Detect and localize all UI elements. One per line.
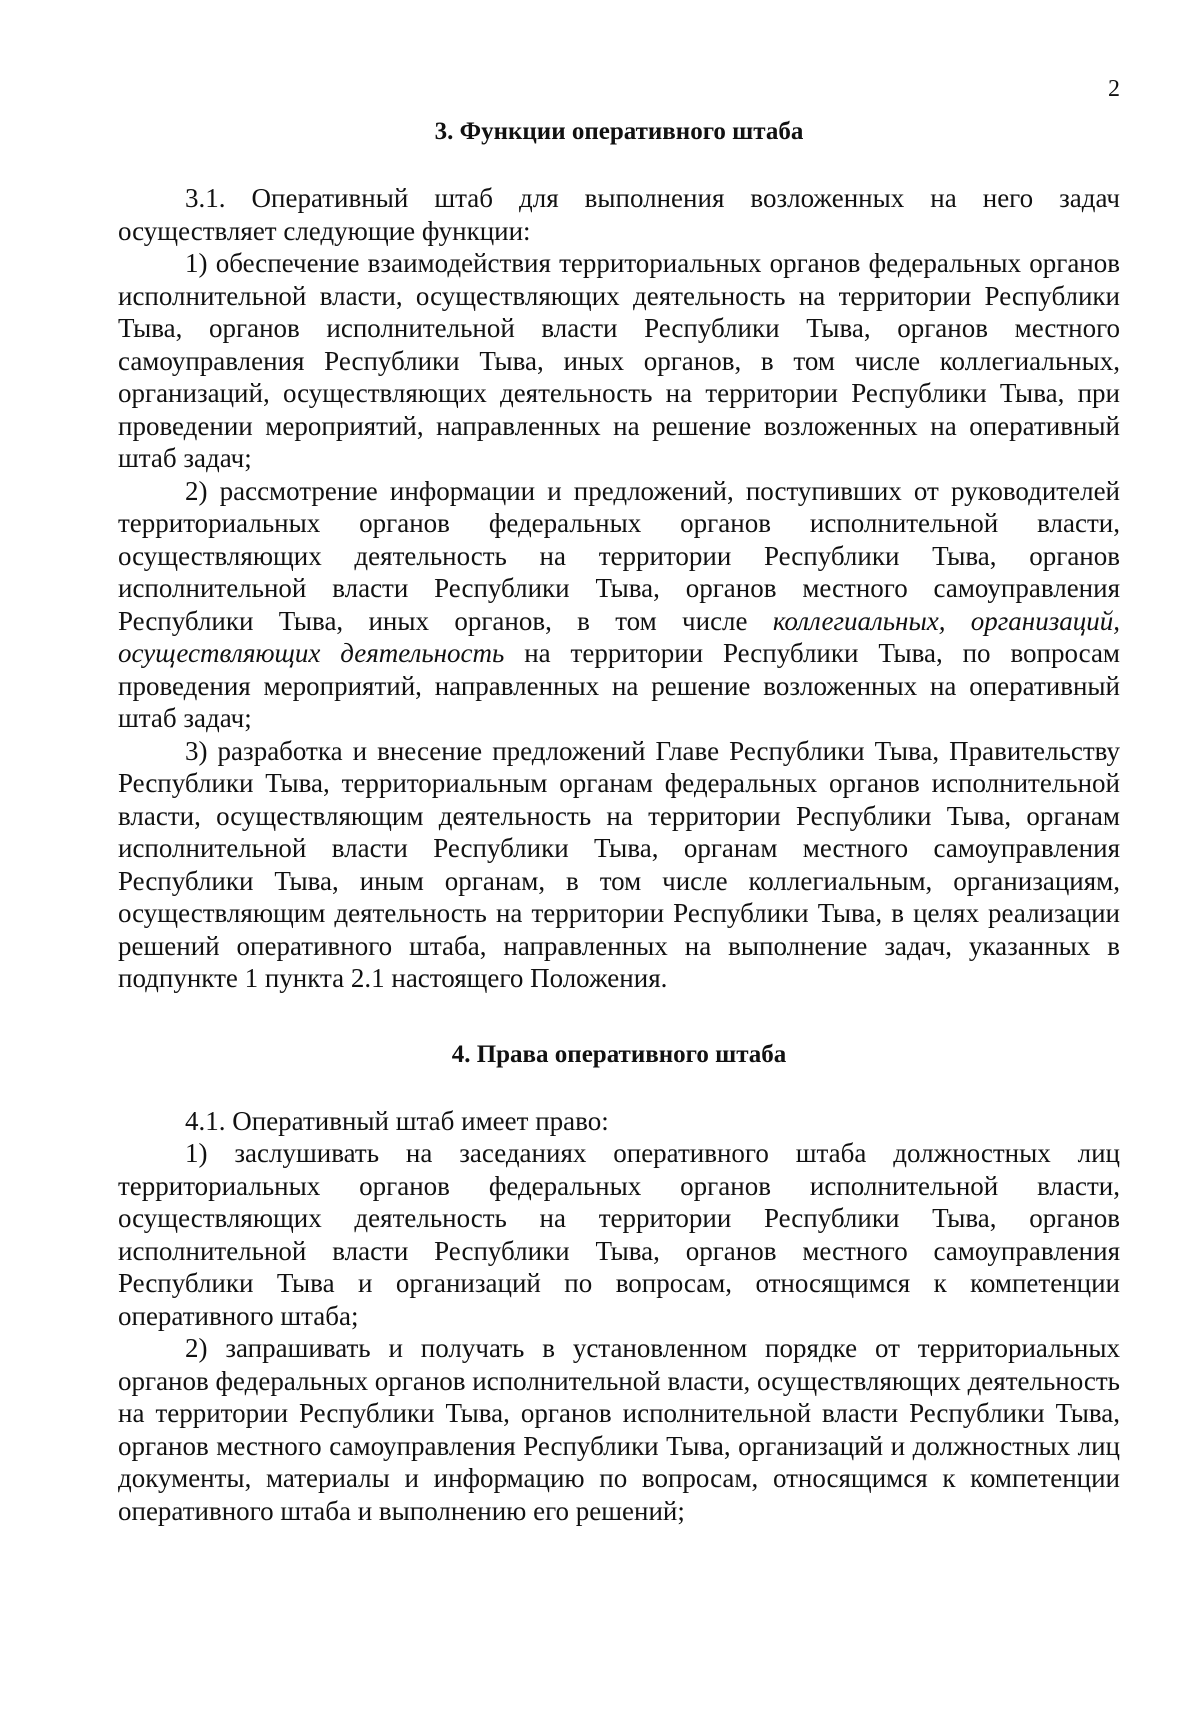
paragraph-4-1-item-2: 2) запрашивать и получать в установленном порядке от территориальных органов федеральных органов исполнительной власти, осуществляющих деятельность на территории Республики Тыва, органов исполнительной власти Республики Тыва, органов местного самоуправления Республики Тыва, организаций и должностных лиц документы, материалы и информацию по вопросам, относящимся к компетенции оперативного штаба и выполнению его решений; xyxy=(118,1333,1120,1526)
paragraph-3-1: 3.1. Оперативный штаб для выполнения возложенных на него задач осуществляет следующие функции: xyxy=(118,183,1120,246)
document-body xyxy=(118,116,1120,1527)
section-4-title: 4. Права оперативного штаба xyxy=(451,1040,787,1068)
paragraph-3-1-item-3: 3) разработка и внесение предложений Главе Республики Тыва, Правительству Республики Тыва, территориальным органам федеральных органов исполнительной власти, осуществляющим деятельность на территории Республики Тыва, органам исполнительной власти Республики Тыва, органам местного самоуправления Республики Тыва, иным органам, в том числе коллегиальным, организациям, осуществляющим деятельность на территории Республики Тыва, в целях реализации решений оперативного штаба, направленных на выполнение задач, указанных в подпункте 1 пункта 2.1 настоящего Положения. xyxy=(118,735,1120,993)
paragraph-3-1-item-1: 1) обеспечение взаимодействия территориальных органов федеральных органов исполнительной власти, осуществляющих деятельность на территории Республики Тыва, органов исполнительной власти Республики Тыва, органов местного самоуправления Республики Тыва, иных органов, в том числе коллегиальных, организаций, осуществляющих деятельность на территории Республики Тыва, при проведении мероприятий, направленных на решение возложенных на оперативный штаб задач; xyxy=(118,248,1120,473)
page-number: 2 xyxy=(1108,76,1120,102)
paragraph-3-1-item-2 xyxy=(118,475,1120,735)
paragraph-3-1-item-2-part-b: на территории Республики Тыва, по вопросам проведения мероприятий, направленных на решение возложенных на оперативный штаб задач; xyxy=(118,638,1121,733)
paragraph-4-1-item-1: 1) заслушивать на заседаниях оперативного штаба должностных лиц территориальных органов федеральных органов исполнительной власти, осуществляющих деятельность на территории Республики Тыва, органов исполнительной власти Республики Тыва, органов местного самоуправления Республики Тыва и организаций по вопросам, относящимся к компетенции оперативного штаба; xyxy=(118,1138,1120,1331)
paragraph-4-1: 4.1. Оперативный штаб имеет право: xyxy=(185,1105,609,1136)
paragraph-3-1-item-2-italic: коллегиальных, организаций, осуществляющих деятельность xyxy=(118,605,1120,668)
paragraph-3-1-item-2-part-a: 2) рассмотрение информации и предложений, поступивших от руководителей территориальных органов федеральных органов исполнительной власти, осуществляющих деятельность на территории Республики Тыва, органов исполнительной власти Республики Тыва, органов местного самоуправления Республики Тыва, иных органов, в том числе xyxy=(118,475,1120,636)
section-3-title: 3. Функции оперативного штаба xyxy=(434,118,804,145)
